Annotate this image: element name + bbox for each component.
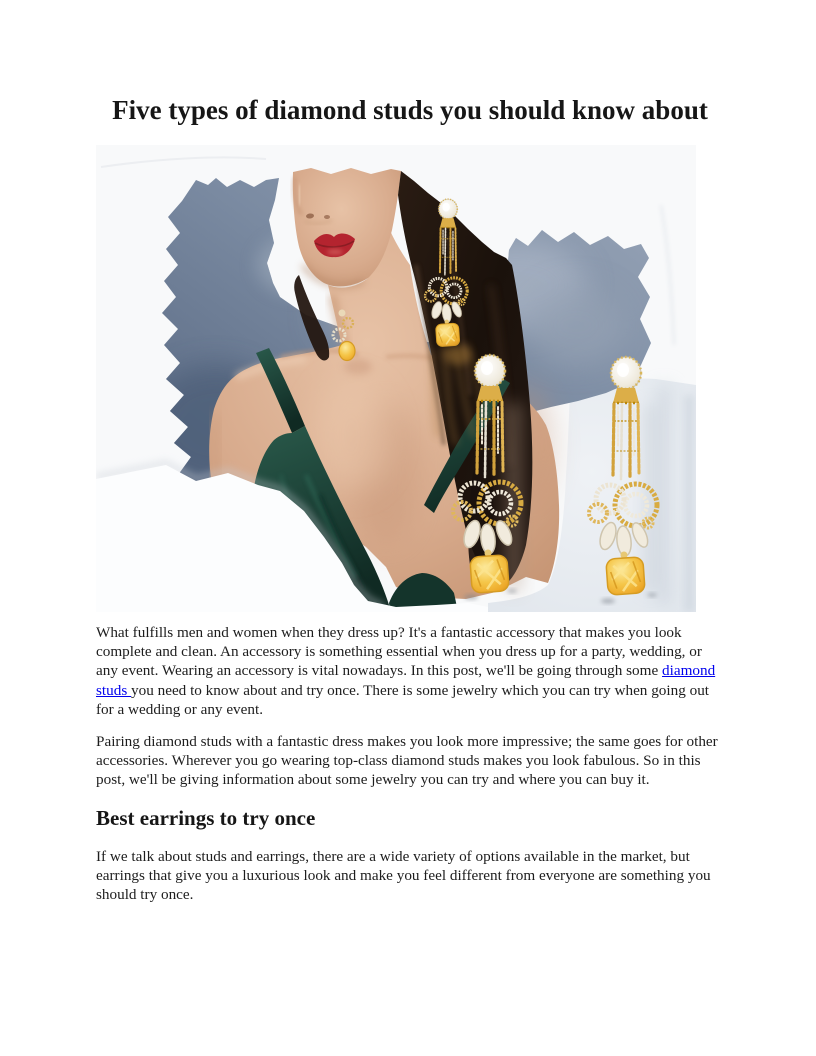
section-heading: Best earrings to try once: [96, 805, 316, 830]
intro-paragraph: [96, 623, 724, 719]
pairing-paragraph: Pairing diamond studs with a fantastic dress makes you look more impressive; the same goes for other accessories. Wherever you go wearing top-class diamond studs makes you look fabulous. So in this post, we'll be giving information about some jewelry you can try and where you can buy it.: [96, 733, 718, 789]
intro-text-after-link: you need to know about and try once. There is some jewelry which you can try when going out for a wedding or any event.: [96, 681, 710, 718]
intro-text-before-link: What fulfills men and women when they dress up? It's a fantastic accessory that makes you look complete and clean. An accessory is something essential when you dress up for a party, wedding, or any event. Wearing an accessory is vital nowadays. In this post, we'll be going through some: [96, 624, 702, 680]
hero-image: [96, 145, 696, 612]
diamond-studs-link[interactable]: diamond studs: [96, 662, 716, 699]
article-title: Five types of diamond studs you should know about: [112, 95, 708, 125]
hero-image-illustration: [96, 145, 696, 612]
earrings-paragraph: If we talk about studs and earrings, there are a wide variety of options available in the market, but earrings that give you a luxurious look and make you feel different from everyone are something you should try once.: [96, 847, 711, 904]
